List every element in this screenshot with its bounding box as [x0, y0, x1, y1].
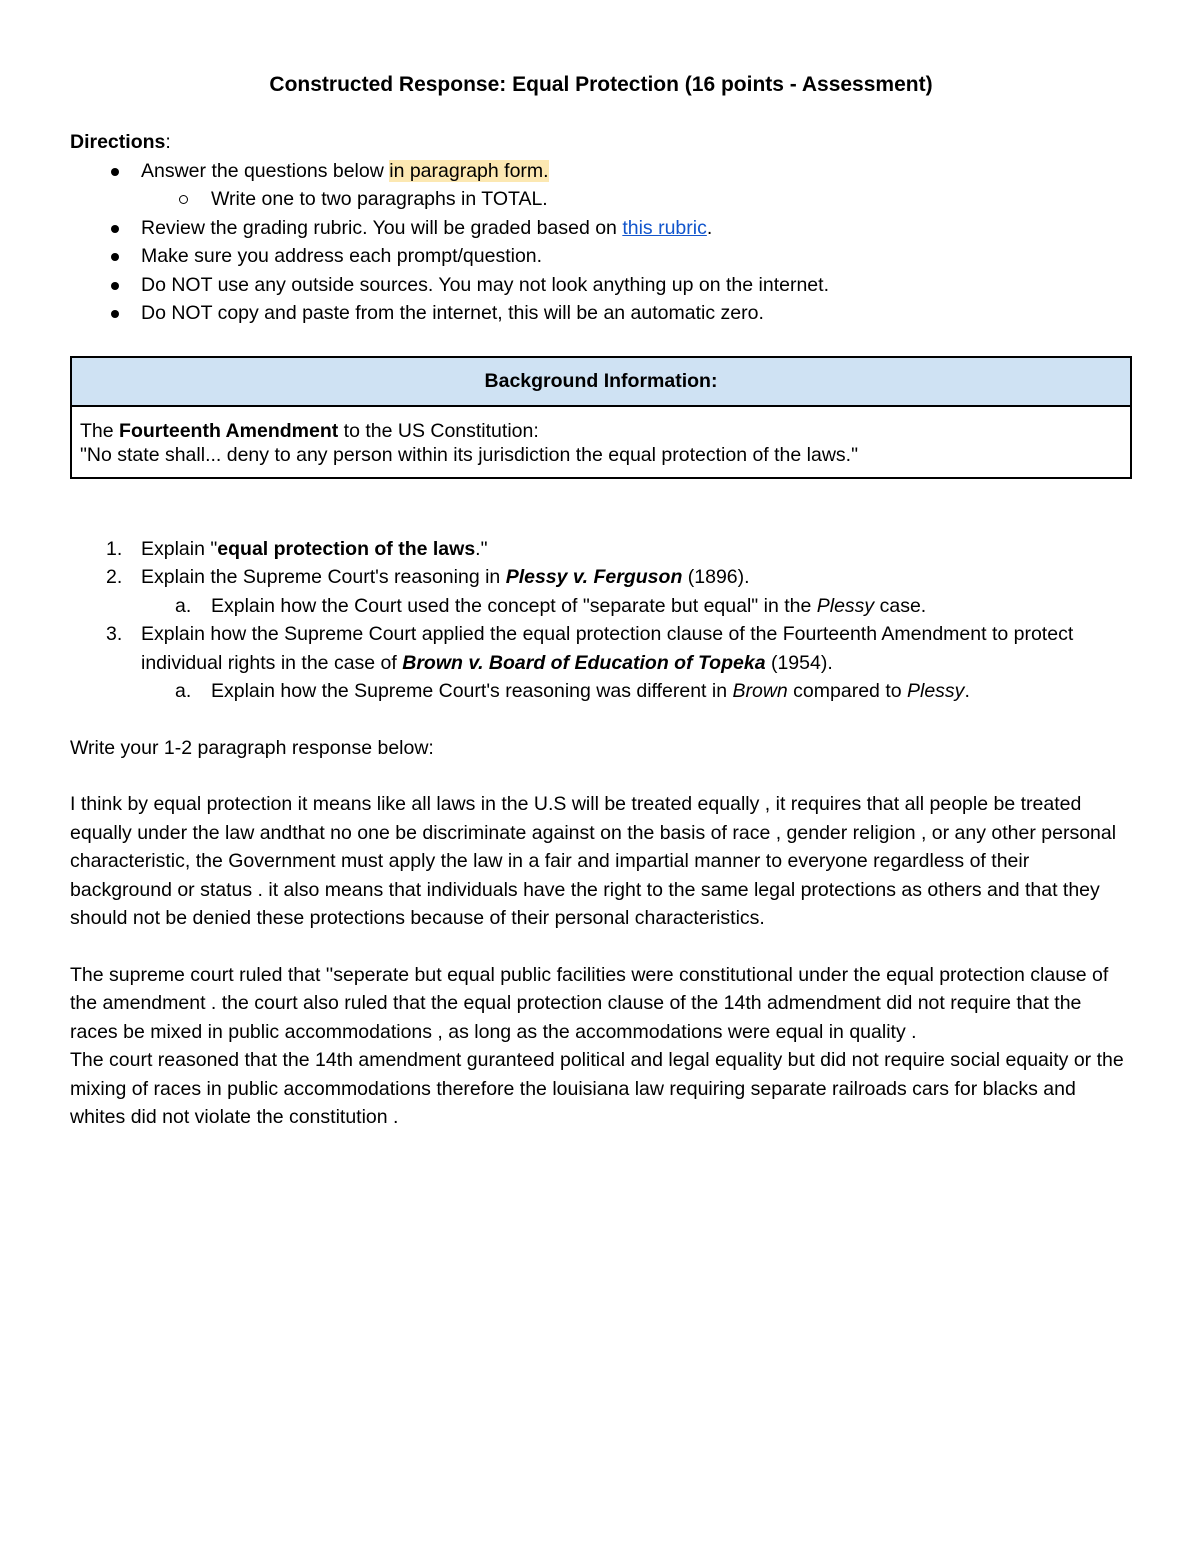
directions-item — [70, 299, 1132, 328]
background-info-header: Background Information: — [71, 357, 1131, 406]
question-text: ." — [475, 537, 488, 560]
question-text: (1954). — [765, 651, 833, 674]
directions-label: Directions — [70, 131, 166, 153]
background-info-body — [71, 406, 1131, 478]
amendment-quote: "No state shall... deny to any person within its jurisdiction the equal protection of the laws." — [80, 443, 859, 466]
rubric-link[interactable]: this rubric — [622, 216, 707, 239]
question-text: (1896). — [682, 566, 750, 588]
directions-item-text: Review the grading rubric. You will be graded based on — [141, 216, 623, 239]
document-page — [70, 70, 1132, 1132]
bullet-icon — [111, 225, 119, 233]
question-letter: a. — [175, 594, 192, 617]
question-item — [70, 535, 1132, 564]
questions-list — [70, 535, 1132, 706]
directions-item-text: Make sure you address each prompt/question. — [141, 245, 543, 267]
question-text: . — [964, 680, 970, 702]
highlighted-text: in paragraph form. — [389, 159, 549, 182]
bullet-icon — [111, 282, 119, 290]
case-name: Plessy v. Ferguson — [505, 566, 683, 588]
directions-item — [70, 157, 1132, 186]
question-text: Explain " — [141, 537, 218, 560]
question-emphasis: equal protection of the laws — [217, 537, 476, 560]
response-paragraph[interactable]: I think by equal protection it means like all laws in the U.S will be treated equally , it requires that all people be treated equally under the law andthat no one be discriminate against on the basis of race , gender religion , or any other personal characteristic, the Government must apply the law in a fair and impartial manner to everyone regardless of their background or status . it also means that individuals have the right to the same legal protections as others and that they should not be denied these protections because of their personal characteristics. — [70, 793, 1117, 929]
question-item — [70, 563, 1132, 592]
response-paragraph[interactable]: The court reasoned that the 14th amendment guranteed political and legal equality but did not require social equaity or the mixing of races in public accommodations therefore the louisiana law requiring separate railroads cars for blacks and whites did not violate the constitution . — [70, 1049, 1124, 1128]
bullet-icon — [111, 253, 119, 261]
directions-item — [70, 242, 1132, 271]
bullet-icon — [111, 168, 119, 176]
question-text: case. — [874, 594, 927, 617]
directions-item-text: . — [706, 216, 713, 239]
background-info-table — [70, 356, 1132, 479]
question-text: Explain how the Supreme Court's reasoning was different in — [211, 680, 733, 702]
amendment-name: Fourteenth Amendment — [119, 419, 339, 442]
case-name: Plessy — [816, 594, 875, 617]
directions-subitem — [70, 185, 1132, 214]
question-text: Explain how the Court used the concept of "separate but equal" in the — [211, 594, 817, 617]
directions-colon: : — [165, 131, 171, 153]
document-title: Constructed Response: Equal Protection (16 points - Assessment) — [269, 73, 933, 96]
directions-list — [70, 157, 1132, 328]
question-text: compared to — [787, 680, 907, 702]
response-prompt: Write your 1-2 paragraph response below: — [70, 736, 434, 759]
case-name: Brown v. Board of Education of Topeka — [402, 651, 766, 674]
directions-heading — [70, 128, 1132, 157]
bullet-icon — [111, 310, 119, 318]
question-number: 1. — [106, 537, 123, 560]
hollow-bullet-icon — [179, 195, 188, 204]
directions-item-text: Do NOT copy and paste from the internet, this will be an automatic zero. — [141, 302, 764, 324]
directions-item — [70, 271, 1132, 300]
directions-item-text: Answer the questions below — [141, 159, 390, 182]
response-paragraph[interactable]: The supreme court ruled that ''seperate but equal public facilities were constitutional under the equal protection clause of the amendment . the court also ruled that the equal protection clause of the 14th admendment did not require that the races be mixed in public accommodations , as long as the accommodations were equal in quality . — [70, 963, 1109, 1043]
question-item — [70, 620, 1132, 677]
question-text: Explain how the Supreme Court applied the equal protection clause of the Fourteenth Amendment to protect individual rights in the case of — [141, 623, 1074, 674]
question-number: 3. — [106, 623, 123, 645]
directions-item-text: Write one to two paragraphs in TOTAL. — [211, 188, 548, 210]
question-subitem — [70, 592, 1132, 621]
question-subitem — [70, 677, 1132, 706]
directions-item — [70, 214, 1132, 243]
case-name: Brown — [732, 680, 788, 702]
question-number: 2. — [106, 566, 123, 588]
question-text: Explain the Supreme Court's reasoning in — [141, 566, 506, 588]
directions-item-text: Do NOT use any outside sources. You may not look anything up on the internet. — [141, 273, 829, 296]
amendment-line-text: The — [80, 419, 120, 442]
amendment-line-text: to the US Constitution: — [338, 419, 539, 442]
question-letter: a. — [175, 680, 192, 702]
case-name: Plessy — [907, 680, 965, 702]
